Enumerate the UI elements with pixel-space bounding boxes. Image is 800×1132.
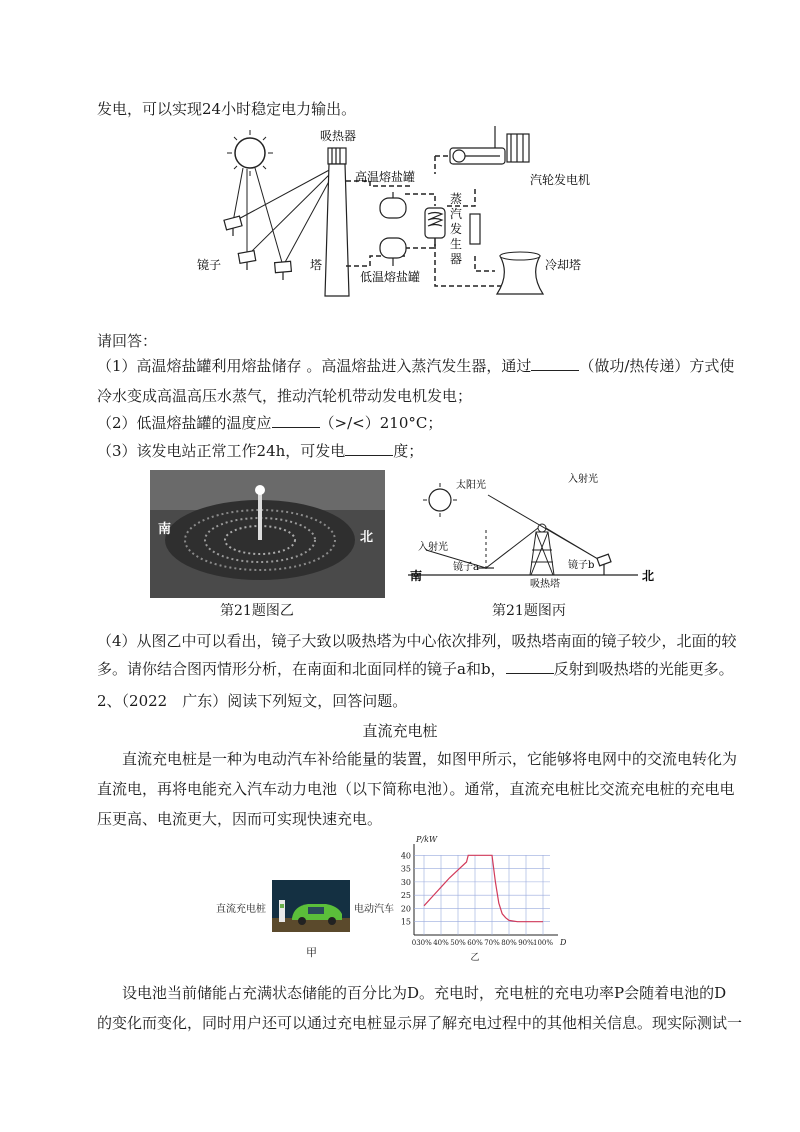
paragraph-2-line-2: 的变化而变化，同时用户还可以通过充电桩显示屏了解充电过程中的其他相关信息。现实际测试一 bbox=[97, 1014, 743, 1032]
question-4-line-2: 多。请你结合图丙情形分析，在南面和北面同样的镜子a和b， 反射到吸热塔的光能更多。 bbox=[97, 660, 734, 678]
photo-caption: 第21题图乙 bbox=[220, 603, 294, 619]
x-tick-label: 40% bbox=[433, 939, 449, 947]
solar-field-photo-graphic bbox=[150, 470, 385, 598]
question-2: （2）低温熔盐罐的温度应 （>/<）210°C； bbox=[97, 414, 443, 432]
solar-tower-diagram bbox=[195, 126, 615, 298]
label-incident-1: 入射光 bbox=[568, 474, 598, 485]
x-tick-label: 80% bbox=[501, 939, 517, 947]
label-low-tank: 低温熔盐罐 bbox=[360, 270, 421, 284]
fig-jia-caption: 甲 bbox=[306, 946, 317, 959]
x-tick-label: 70% bbox=[484, 939, 500, 947]
label-north: 北 bbox=[642, 569, 655, 583]
questions-heading: 请回答： bbox=[97, 332, 158, 350]
intro-line: 发电，可以实现24小时稳定电力输出。 bbox=[97, 100, 357, 118]
blank-4 bbox=[506, 659, 554, 674]
y-tick-label: 40 bbox=[400, 851, 411, 861]
y-tick-label: 15 bbox=[400, 917, 411, 927]
y-tick-label: 35 bbox=[400, 864, 411, 874]
question-3: （3）该发电站正常工作24h，可发电 度； bbox=[97, 442, 424, 460]
blank-3 bbox=[345, 441, 393, 456]
label-tower: 塔 bbox=[310, 258, 323, 272]
blank-2 bbox=[272, 413, 320, 428]
label-charging-pile: 直流充电桩 bbox=[216, 904, 266, 915]
charging-station-graphic bbox=[272, 880, 350, 932]
label-south: 南 bbox=[410, 569, 423, 583]
mirror-diagram bbox=[408, 470, 658, 590]
label-mirror-a: 镜子a bbox=[453, 562, 479, 573]
question-4-line-1: （4）从图乙中可以看出，镜子大致以吸热塔为中心依次排列，吸热塔南面的镜子较少，北面的较 bbox=[97, 632, 737, 650]
x-axis-label: D bbox=[560, 938, 567, 947]
label-steam-gen-3: 发 bbox=[450, 222, 463, 236]
paragraph-1-line-2: 直流电，再将电能充入汽车动力电池（以下简称电池）。通常，直流充电桩比交流充电桩的充电电 bbox=[97, 780, 735, 798]
paragraph-1-line-1: 直流充电桩是一种为电动汽车补给能量的装置，如图甲所示，它能够将电网中的交流电转化为 bbox=[122, 750, 738, 768]
chart-caption: 乙 bbox=[470, 953, 480, 963]
label-steam-gen-1: 蒸 bbox=[450, 192, 463, 206]
y-tick-label: 25 bbox=[400, 891, 411, 901]
sun-icon bbox=[227, 130, 273, 176]
x-tick-label: 60% bbox=[467, 939, 483, 947]
mirror-diagram-caption: 第21题图丙 bbox=[492, 603, 566, 619]
label-steam-gen-4: 生 bbox=[450, 237, 463, 251]
small-sun-icon bbox=[423, 483, 457, 517]
label-heat-absorber: 吸热器 bbox=[320, 129, 357, 143]
label-turbine: 汽轮发电机 bbox=[530, 173, 591, 187]
label-cooling-tower: 冷却塔 bbox=[545, 258, 582, 272]
label-heat-tower: 吸热塔 bbox=[530, 579, 560, 590]
question-1-line-1: （1）高温熔盐罐利用熔盐储存 。高温熔盐进入蒸汽发生器，通过 （做功/热传递）方式使 bbox=[97, 357, 735, 375]
question-1-line-2: 冷水变成高温高压水蒸气，推动汽轮机带动发电机发电； bbox=[97, 387, 473, 405]
label-high-tank: 高温熔盐罐 bbox=[355, 170, 416, 184]
power-chart bbox=[392, 832, 592, 967]
series-line bbox=[424, 855, 543, 921]
x-tick-label: 50% bbox=[450, 939, 466, 947]
y-axis-label: P/kW bbox=[416, 835, 438, 844]
label-sunlight: 太阳光 bbox=[456, 480, 486, 491]
solar-field-photo bbox=[150, 470, 385, 598]
paragraph-2-line-1: 设电池当前储能占充满状态储能的百分比为D。充电时，充电桩的充电功率P会随着电池的D bbox=[122, 984, 727, 1002]
x-tick-label: 0 bbox=[411, 939, 417, 947]
x-tick-label: 100% bbox=[532, 939, 554, 947]
label-steam-gen-5: 器 bbox=[450, 252, 463, 266]
article-title: 直流充电桩 bbox=[362, 722, 438, 740]
label-incident-2: 入射光 bbox=[418, 542, 448, 553]
blank-1 bbox=[531, 356, 579, 371]
label-mirror-b: 镜子b bbox=[568, 560, 595, 571]
label-mirror: 镜子 bbox=[197, 258, 222, 272]
x-tick-label: 90% bbox=[518, 939, 534, 947]
charging-station-image bbox=[272, 880, 350, 932]
paragraph-1-line-3: 压更高、电流更大，因而可实现快速充电。 bbox=[97, 810, 383, 828]
photo-north-label: 北 bbox=[360, 530, 374, 545]
problem-2-heading: 2、（2022 广东）阅读下列短文，回答问题。 bbox=[97, 692, 408, 710]
photo-south-label: 南 bbox=[158, 522, 172, 537]
label-steam-gen-2: 汽 bbox=[450, 207, 463, 221]
y-tick-label: 20 bbox=[400, 904, 411, 914]
y-tick-label: 30 bbox=[400, 877, 411, 887]
label-electric-car: 电动汽车 bbox=[354, 904, 394, 915]
x-tick-label: 30% bbox=[416, 939, 432, 947]
